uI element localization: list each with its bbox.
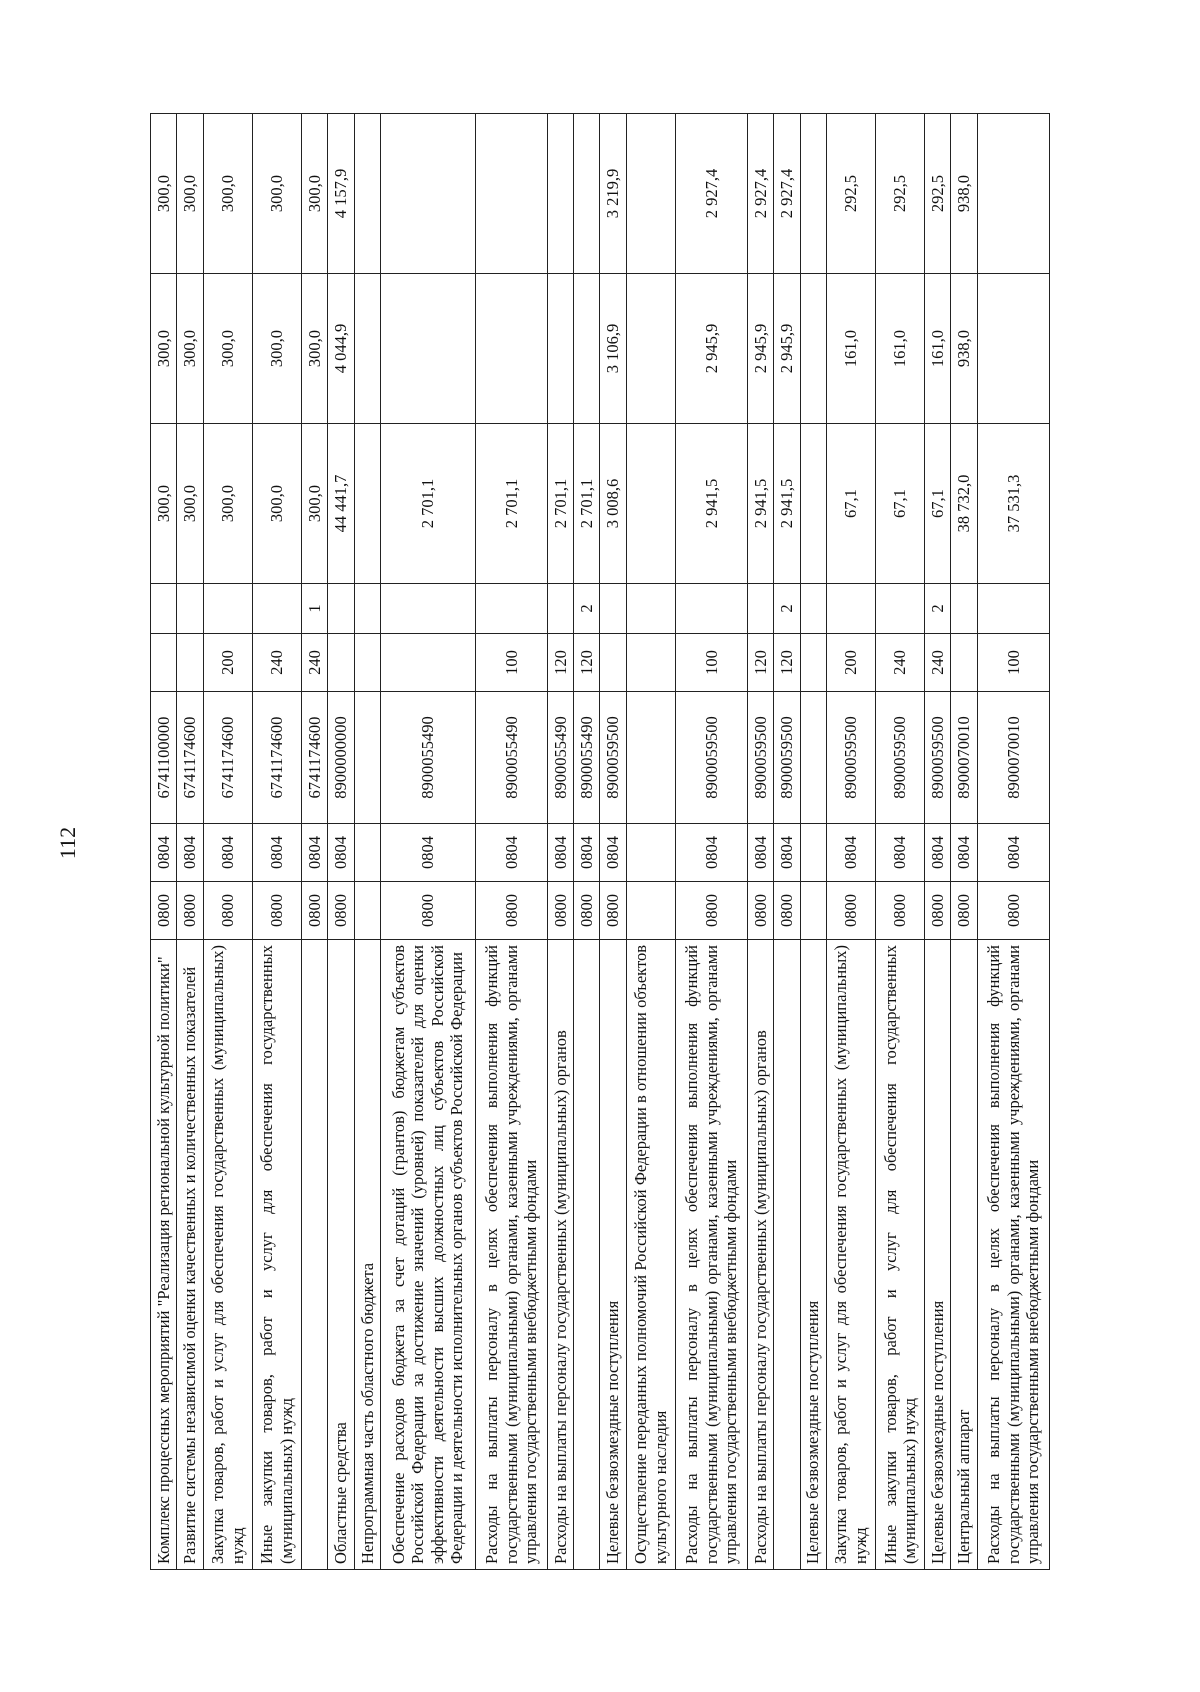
row-name-cell: Расходы на выплаты персоналу в целях обеспечения выполнения функций государственными (муниципальными) органами, казенными учреждениями, органами управления государственными внебюджетными фондами: [977, 940, 1049, 1570]
table-row: [977, 114, 1049, 1570]
row-v3-cell: 300,0: [252, 114, 301, 274]
row-v2-cell: [354, 274, 380, 424]
row-v3-cell: [800, 114, 826, 274]
row-name-cell: Обеспечение расходов бюджета за счет дотаций (грантов) бюджетам субъектов Российской Федерации за достижение значений (уровней) показателей для оценки эффективности деятельности высших должностных лиц субъектов Российской Федерации и деятельности исполнительных органов субъектов Российской Федерации: [380, 940, 475, 1570]
row-v3-cell: 2 927,4: [774, 114, 800, 274]
row-c2-cell: 0804: [252, 824, 301, 882]
row-c5-cell: [826, 584, 875, 634]
row-c4-cell: 120: [747, 634, 773, 692]
row-v1-cell: 2 941,5: [774, 424, 800, 584]
row-c2-cell: 0804: [475, 824, 547, 882]
row-c1-cell: 0800: [826, 882, 875, 940]
row-v1-cell: [354, 424, 380, 584]
row-c1-cell: 0800: [203, 882, 252, 940]
row-c4-cell: [177, 634, 203, 692]
row-c5-cell: 2: [574, 584, 600, 634]
row-c5-cell: [951, 584, 977, 634]
row-c5-cell: 2: [925, 584, 951, 634]
row-c3-cell: 8900070010: [951, 692, 977, 824]
row-c2-cell: 0804: [547, 824, 573, 882]
row-c4-cell: 240: [301, 634, 327, 692]
row-c1-cell: 0800: [600, 882, 626, 940]
row-c2-cell: 0804: [380, 824, 475, 882]
row-c3-cell: 8900055490: [574, 692, 600, 824]
row-v3-cell: 2 927,4: [675, 114, 747, 274]
row-c2-cell: 0804: [328, 824, 354, 882]
row-c5-cell: [151, 584, 177, 634]
row-v1-cell: 67,1: [876, 424, 925, 584]
row-v3-cell: [547, 114, 573, 274]
row-v1-cell: 2 941,5: [675, 424, 747, 584]
row-c3-cell: 8900055490: [380, 692, 475, 824]
row-v2-cell: 161,0: [826, 274, 875, 424]
row-v3-cell: [626, 114, 675, 274]
table-row: [203, 114, 252, 1570]
row-c2-cell: 0804: [177, 824, 203, 882]
row-c4-cell: 120: [547, 634, 573, 692]
row-c5-cell: [203, 584, 252, 634]
table-row: [574, 114, 600, 1570]
row-c5-cell: [747, 584, 773, 634]
row-v2-cell: [977, 274, 1049, 424]
row-c2-cell: 0804: [151, 824, 177, 882]
row-name-cell: Комплекс процессных мероприятий "Реализация региональной культурной политики": [151, 940, 177, 1570]
row-v3-cell: 300,0: [177, 114, 203, 274]
row-c4-cell: 200: [826, 634, 875, 692]
row-c3-cell: 8900059500: [925, 692, 951, 824]
row-c2-cell: 0804: [203, 824, 252, 882]
row-v1-cell: 2 701,1: [547, 424, 573, 584]
row-c5-cell: 2: [774, 584, 800, 634]
row-v2-cell: [800, 274, 826, 424]
row-c3-cell: 8900059500: [600, 692, 626, 824]
row-v3-cell: 292,5: [876, 114, 925, 274]
table-row: [675, 114, 747, 1570]
row-c2-cell: 0804: [747, 824, 773, 882]
row-c1-cell: 0800: [252, 882, 301, 940]
row-name-cell: Целевые безвозмездные поступления: [800, 940, 826, 1570]
table-row: [600, 114, 626, 1570]
row-c1-cell: [354, 882, 380, 940]
row-v3-cell: 292,5: [826, 114, 875, 274]
row-v2-cell: 2 945,9: [747, 274, 773, 424]
row-c4-cell: [354, 634, 380, 692]
row-c3-cell: [626, 692, 675, 824]
row-c2-cell: [626, 824, 675, 882]
row-c4-cell: [151, 634, 177, 692]
row-name-cell: [301, 940, 327, 1570]
row-v3-cell: 4 157,9: [328, 114, 354, 274]
row-v3-cell: [380, 114, 475, 274]
row-name-cell: Непрограммная часть областного бюджета: [354, 940, 380, 1570]
row-c3-cell: 8900059500: [876, 692, 925, 824]
row-v2-cell: 300,0: [252, 274, 301, 424]
row-c5-cell: [328, 584, 354, 634]
row-c4-cell: [800, 634, 826, 692]
row-c5-cell: [626, 584, 675, 634]
row-name-cell: Осуществление переданных полномочий Российской Федерации в отношении объектов культурного наследия: [626, 940, 675, 1570]
row-name-cell: Расходы на выплаты персоналу государственных (муниципальных) органов: [747, 940, 773, 1570]
row-c2-cell: 0804: [574, 824, 600, 882]
row-c1-cell: [800, 882, 826, 940]
row-v2-cell: 2 945,9: [675, 274, 747, 424]
row-c1-cell: 0800: [675, 882, 747, 940]
row-v2-cell: 161,0: [925, 274, 951, 424]
row-v2-cell: 4 044,9: [328, 274, 354, 424]
table-row: [774, 114, 800, 1570]
row-name-cell: Центральный аппарат: [951, 940, 977, 1570]
row-v3-cell: 2 927,4: [747, 114, 773, 274]
row-v2-cell: 938,0: [951, 274, 977, 424]
row-c5-cell: [675, 584, 747, 634]
row-c2-cell: 0804: [301, 824, 327, 882]
row-c2-cell: 0804: [774, 824, 800, 882]
row-c2-cell: [354, 824, 380, 882]
row-v2-cell: 300,0: [177, 274, 203, 424]
row-v3-cell: [354, 114, 380, 274]
row-c5-cell: [600, 584, 626, 634]
row-v1-cell: 67,1: [826, 424, 875, 584]
row-name-cell: Расходы на выплаты персоналу государственных (муниципальных) органов: [547, 940, 573, 1570]
row-c1-cell: 0800: [977, 882, 1049, 940]
row-v1-cell: [800, 424, 826, 584]
row-v1-cell: 67,1: [925, 424, 951, 584]
row-c1-cell: 0800: [151, 882, 177, 940]
row-c4-cell: [380, 634, 475, 692]
budget-table-sheet: [150, 114, 1050, 1570]
row-v1-cell: 3 008,6: [600, 424, 626, 584]
row-v1-cell: 2 701,1: [380, 424, 475, 584]
row-name-cell: Расходы на выплаты персоналу в целях обеспечения выполнения функций государственными (муниципальными) органами, казенными учреждениями, органами управления государственными внебюджетными фондами: [675, 940, 747, 1570]
table-row: [328, 114, 354, 1570]
row-name-cell: Областные средства: [328, 940, 354, 1570]
row-v2-cell: 3 106,9: [600, 274, 626, 424]
row-v1-cell: 300,0: [151, 424, 177, 584]
row-v1-cell: 300,0: [301, 424, 327, 584]
table-row: [876, 114, 925, 1570]
row-c5-cell: [876, 584, 925, 634]
table-row: [626, 114, 675, 1570]
row-c4-cell: 240: [876, 634, 925, 692]
row-c3-cell: 6741174600: [301, 692, 327, 824]
budget-table: [150, 113, 1050, 1570]
row-c5-cell: [177, 584, 203, 634]
row-c3-cell: 8900055490: [547, 692, 573, 824]
row-c5-cell: [547, 584, 573, 634]
row-name-cell: [574, 940, 600, 1570]
table-row: [252, 114, 301, 1570]
row-v1-cell: 44 441,7: [328, 424, 354, 584]
row-v1-cell: 2 701,1: [475, 424, 547, 584]
row-v2-cell: 161,0: [876, 274, 925, 424]
row-c4-cell: [328, 634, 354, 692]
row-name-cell: Иные закупки товаров, работ и услуг для обеспечения государственных (муниципальных) нужд: [252, 940, 301, 1570]
row-v3-cell: [574, 114, 600, 274]
row-name-cell: Закупка товаров, работ и услуг для обеспечения государственных (муниципальных) нужд: [203, 940, 252, 1570]
row-c2-cell: 0804: [876, 824, 925, 882]
row-name-cell: Целевые безвозмездные поступления: [600, 940, 626, 1570]
row-c2-cell: [800, 824, 826, 882]
row-c4-cell: 240: [252, 634, 301, 692]
table-row: [800, 114, 826, 1570]
row-c2-cell: 0804: [826, 824, 875, 882]
row-v2-cell: [626, 274, 675, 424]
row-c4-cell: 100: [475, 634, 547, 692]
row-c1-cell: 0800: [547, 882, 573, 940]
row-v2-cell: [574, 274, 600, 424]
table-row: [547, 114, 573, 1570]
row-v3-cell: 3 219,9: [600, 114, 626, 274]
row-c5-cell: [977, 584, 1049, 634]
row-v3-cell: [977, 114, 1049, 274]
row-c4-cell: 240: [925, 634, 951, 692]
row-v2-cell: [380, 274, 475, 424]
row-c2-cell: 0804: [675, 824, 747, 882]
row-c5-cell: [475, 584, 547, 634]
row-v1-cell: 2 701,1: [574, 424, 600, 584]
row-c3-cell: 8900059500: [747, 692, 773, 824]
table-row: [380, 114, 475, 1570]
row-v1-cell: 38 732,0: [951, 424, 977, 584]
row-v1-cell: [626, 424, 675, 584]
row-name-cell: Развитие системы независимой оценки качественных и количественных показателей: [177, 940, 203, 1570]
row-v2-cell: [475, 274, 547, 424]
row-v2-cell: 300,0: [151, 274, 177, 424]
row-v3-cell: 292,5: [925, 114, 951, 274]
row-c3-cell: 6741100000: [151, 692, 177, 824]
row-v1-cell: 300,0: [203, 424, 252, 584]
row-c3-cell: 8900059500: [675, 692, 747, 824]
row-c3-cell: 6741174600: [177, 692, 203, 824]
row-name-cell: Целевые безвозмездные поступления: [925, 940, 951, 1570]
row-v1-cell: 37 531,3: [977, 424, 1049, 584]
page-number: 112: [55, 826, 81, 860]
row-c2-cell: 0804: [600, 824, 626, 882]
row-c5-cell: [354, 584, 380, 634]
row-c3-cell: 6741174600: [203, 692, 252, 824]
row-v3-cell: [475, 114, 547, 274]
table-row: [475, 114, 547, 1570]
row-c1-cell: 0800: [380, 882, 475, 940]
row-v2-cell: 2 945,9: [774, 274, 800, 424]
row-name-cell: Иные закупки товаров, работ и услуг для обеспечения государственных (муниципальных) нужд: [876, 940, 925, 1570]
table-row: [301, 114, 327, 1570]
table-row: [826, 114, 875, 1570]
row-c3-cell: [354, 692, 380, 824]
row-c5-cell: [252, 584, 301, 634]
row-v3-cell: 300,0: [203, 114, 252, 274]
row-v2-cell: 300,0: [203, 274, 252, 424]
row-name-cell: Расходы на выплаты персоналу в целях обеспечения выполнения функций государственными (муниципальными) органами, казенными учреждениями, органами управления государственными внебюджетными фондами: [475, 940, 547, 1570]
row-c1-cell: 0800: [876, 882, 925, 940]
row-c4-cell: 100: [977, 634, 1049, 692]
row-c4-cell: 120: [574, 634, 600, 692]
row-c2-cell: 0804: [977, 824, 1049, 882]
row-c4-cell: [626, 634, 675, 692]
row-v2-cell: [547, 274, 573, 424]
row-c1-cell: 0800: [925, 882, 951, 940]
row-v1-cell: 300,0: [177, 424, 203, 584]
row-v3-cell: 300,0: [301, 114, 327, 274]
row-c4-cell: 200: [203, 634, 252, 692]
table-row: [747, 114, 773, 1570]
row-c3-cell: 8900000000: [328, 692, 354, 824]
row-v3-cell: 300,0: [151, 114, 177, 274]
row-v3-cell: 938,0: [951, 114, 977, 274]
table-row: [151, 114, 177, 1570]
row-c3-cell: 6741174600: [252, 692, 301, 824]
row-v2-cell: 300,0: [301, 274, 327, 424]
row-c5-cell: [800, 584, 826, 634]
row-c1-cell: 0800: [951, 882, 977, 940]
table-row: [354, 114, 380, 1570]
row-c3-cell: 8900059500: [826, 692, 875, 824]
row-c1-cell: 0800: [774, 882, 800, 940]
row-c1-cell: 0800: [574, 882, 600, 940]
row-c3-cell: 8900059500: [774, 692, 800, 824]
table-row: [925, 114, 951, 1570]
row-c1-cell: [626, 882, 675, 940]
row-c3-cell: [800, 692, 826, 824]
row-c3-cell: 8900055490: [475, 692, 547, 824]
row-c2-cell: 0804: [951, 824, 977, 882]
row-c4-cell: 100: [675, 634, 747, 692]
row-c3-cell: 8900070010: [977, 692, 1049, 824]
row-c2-cell: 0804: [925, 824, 951, 882]
row-c1-cell: 0800: [177, 882, 203, 940]
row-c5-cell: 1: [301, 584, 327, 634]
row-name-cell: Закупка товаров, работ и услуг для обеспечения государственных (муниципальных) нужд: [826, 940, 875, 1570]
row-c4-cell: [600, 634, 626, 692]
row-c4-cell: [951, 634, 977, 692]
table-row: [177, 114, 203, 1570]
row-c1-cell: 0800: [328, 882, 354, 940]
row-v1-cell: 2 941,5: [747, 424, 773, 584]
row-name-cell: [774, 940, 800, 1570]
row-c1-cell: 0800: [475, 882, 547, 940]
row-c1-cell: 0800: [301, 882, 327, 940]
table-row: [951, 114, 977, 1570]
row-v1-cell: 300,0: [252, 424, 301, 584]
row-c1-cell: 0800: [747, 882, 773, 940]
row-c5-cell: [380, 584, 475, 634]
row-c4-cell: 120: [774, 634, 800, 692]
